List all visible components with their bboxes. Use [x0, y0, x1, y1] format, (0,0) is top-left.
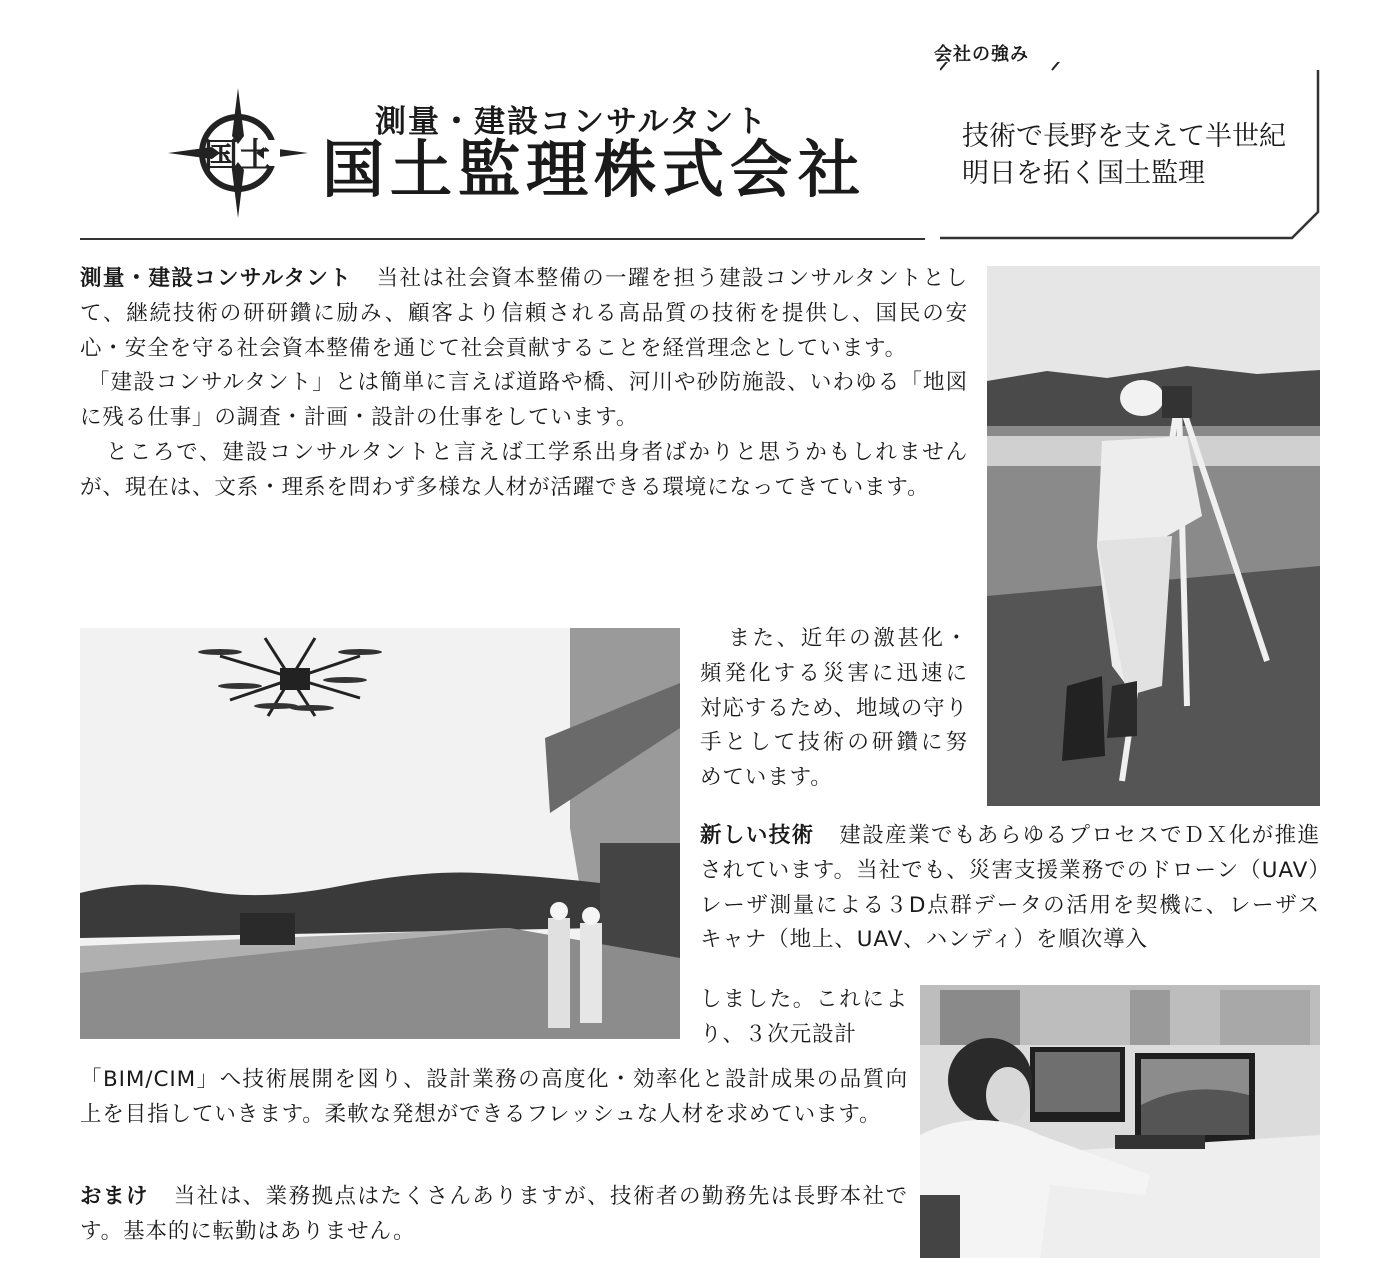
drone-photo	[80, 628, 680, 1039]
strength-statement	[962, 118, 1286, 192]
company-name: 国土監理株式会社	[322, 133, 867, 206]
bonus-heading: おまけ	[80, 1184, 149, 1209]
surveyor-photo	[987, 266, 1320, 806]
header-divider	[80, 238, 925, 240]
bonus-section	[80, 1180, 908, 1250]
company-logo	[168, 88, 308, 218]
strength-tag	[934, 40, 1029, 66]
intro-section	[80, 262, 968, 506]
bonus-text: 当社は、業務拠点はたくさんありますが、技術者の勤務先は長野本社です。基本的に転勤はありません。	[80, 1184, 908, 1244]
office-photo	[920, 985, 1320, 1258]
diversity-text: ところで、建設コンサルタントと言えば工学系出身者ばかりと思うかもしれませんが、現在は、文系・理系を問わず多様な人材が活躍できる環境になってきています。	[80, 439, 968, 500]
new-tech-heading: 新しい技術	[700, 823, 815, 848]
bim-paragraph	[80, 1063, 908, 1133]
bim-text: 「BIM/CIM」へ技術展開を図り、設計業務の高度化・効率化と設計成果の品質向上を目指していきます。柔軟な発想ができるフレッシュな人材を求めています。	[80, 1067, 908, 1127]
strength-line-2: 明日を拓く国土監理	[962, 158, 1205, 189]
intro-text: 当社は社会資本整備の一躍を担う建設コンサルタントとして、継続技術の研研鑽に励み、顧客より信頼される高品質の技術を提供し、国民の安心・安全を守る社会資本整備を通じて社会貢献することを経営理念としています。	[80, 266, 969, 361]
new-tech-text: 建設産業でもあらゆるプロセスでＤＸ化が推進されています。当社でも、災害支援業務でのドローン（UAV）レーザ測量による３D点群データの活用を契機に、レーザスキャナ（地上、UAV、ハンディ）を順次導入	[700, 823, 1320, 953]
intro-heading: 測量・建設コンサルタント	[80, 266, 353, 291]
logo-mark: 国土	[204, 136, 272, 176]
new-tech-continued	[700, 983, 908, 1053]
company-subtitle: 測量・建設コンサルタント	[375, 104, 769, 140]
strength-tag-label: 会社の強み	[934, 44, 1029, 65]
new-tech-section	[700, 819, 1320, 958]
consultant-text: 「建設コンサルタント」とは簡単に言えば道路や橋、河川や砂防施設、いわゆる「地図に残る仕事」の調査・計画・設計の仕事をしています。	[80, 370, 969, 431]
strength-line-1: 技術で長野を支えて半世紀	[962, 121, 1286, 152]
disaster-text: また、近年の激甚化・頻発化する災害に迅速に対応するため、地域の守り手として技術の研鑽に努めています。	[700, 626, 968, 791]
disaster-paragraph	[700, 622, 968, 796]
new-tech-continued-text: しました。これにより、３次元設計	[700, 987, 908, 1047]
